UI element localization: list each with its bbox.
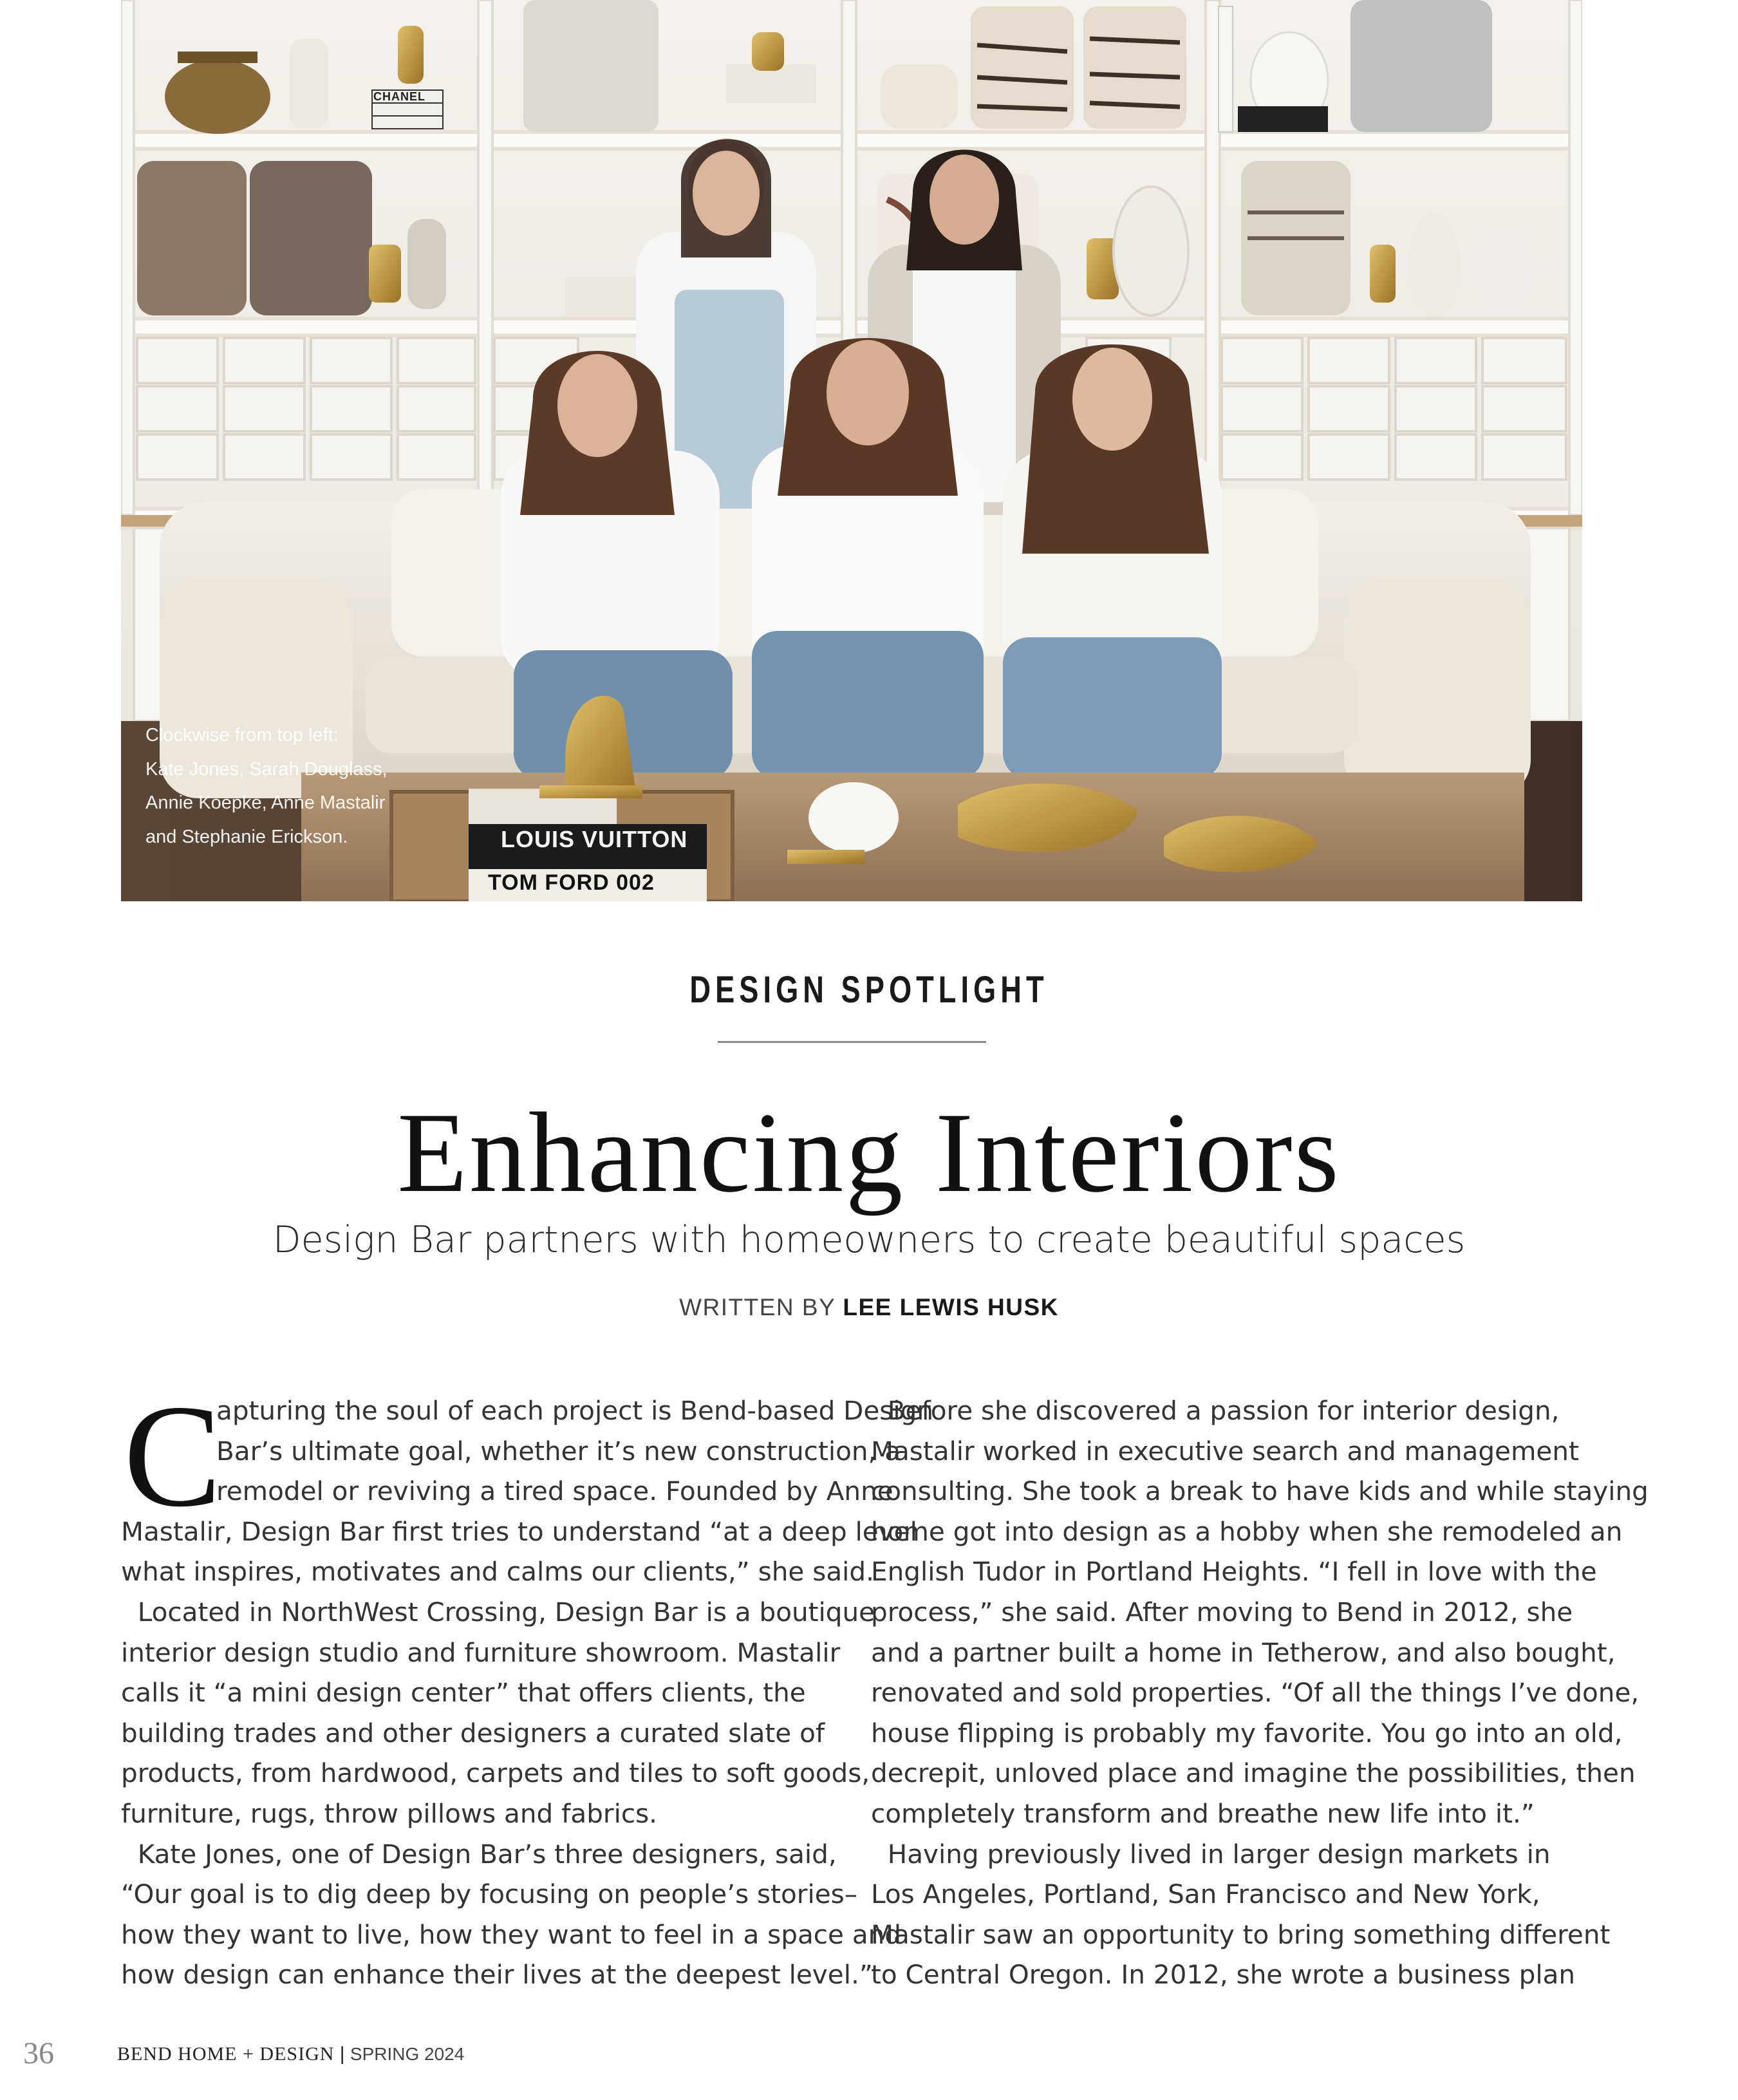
article-headline: Enhancing Interiors [397, 1089, 1341, 1216]
body-line: Located in NorthWest Crossing, Design Bar is a boutique [121, 1596, 875, 1627]
body-line: how design can enhance their lives at the deepest level.” [121, 1959, 873, 1991]
body-line: Mastalir saw an opportunity to bring something different [871, 1918, 1611, 1950]
body-line: Before she discovered a passion for interior design, [871, 1395, 1560, 1426]
byline-author: LEE LEWIS HUSK [843, 1294, 1059, 1320]
byline-prefix: WRITTEN BY [679, 1294, 836, 1320]
body-line: house flipping is probably my favorite. You go into an old, [871, 1717, 1623, 1748]
body-line: how they want to live, how they want to feel in a space and [121, 1918, 902, 1950]
body-line: consulting. She took a break to have kids and while staying [871, 1476, 1649, 1507]
body-line: English Tudor in Portland Heights. “I fell in love with the [871, 1556, 1597, 1588]
running-footer [117, 2043, 464, 2065]
body-line: remodel or reviving a tired space. Founded by Anne [216, 1476, 893, 1507]
body-line: “Our goal is to dig deep by focusing on people’s stories– [121, 1879, 857, 1910]
body-line: to Central Oregon. In 2012, she wrote a business plan [871, 1959, 1576, 1991]
body-line: Bar’s ultimate goal, whether it’s new construction, a [216, 1435, 901, 1467]
hero-photo [121, 0, 1582, 901]
body-line: Mastalir, Design Bar first tries to understand “at a deep level [121, 1515, 917, 1547]
drop-cap: C [124, 1375, 222, 1537]
article-subhead: Design Bar partners with homeowners to create beautiful spaces [272, 1219, 1466, 1261]
louis-vuitton-book-spine-label: LOUIS VUITTON [501, 826, 688, 852]
body-line: decrepit, unloved place and imagine the possibilities, then [871, 1758, 1636, 1789]
body-line: products, from hardwood, carpets and tiles to soft goods, [121, 1758, 870, 1789]
caption-line: Clockwise from top left: [145, 725, 339, 745]
person-seated-right [1003, 344, 1222, 779]
caption-line: and Stephanie Erickson. [145, 826, 348, 847]
photo-caption [145, 718, 442, 854]
article-column-left [121, 1375, 934, 1995]
body-line: home got into design as a hobby when she remodeled an [871, 1515, 1623, 1547]
body-line: apturing the soul of each project is Bend-based Design [216, 1395, 934, 1426]
byline [0, 1294, 1738, 1321]
caption-line: Kate Jones, Sarah Douglass, [145, 758, 388, 780]
body-line: interior design studio and furniture showroom. Mastalir [121, 1636, 841, 1668]
section-kicker: DESIGN SPOTLIGHT [689, 969, 1049, 1011]
body-line: what inspires, motivates and calms our clients,” she said. [121, 1556, 874, 1588]
body-line: furniture, rugs, throw pillows and fabrics. [121, 1797, 658, 1829]
tom-ford-book-spine-label: TOM FORD 002 [488, 870, 655, 895]
page-number: 36 [23, 2036, 54, 2070]
body-line: Los Angeles, Portland, San Francisco and New York, [871, 1879, 1540, 1910]
body-line: building trades and other designers a curated slate of [121, 1717, 825, 1748]
body-line: process,” she said. After moving to Bend in 2012, she [871, 1596, 1573, 1627]
chanel-book-spine-label: CHANEL [373, 90, 425, 103]
body-line: Having previously lived in larger design markets in [871, 1838, 1551, 1870]
body-line: and a partner built a home in Tetherow, and also bought, [871, 1636, 1616, 1668]
issue-label: SPRING 2024 [350, 2044, 465, 2064]
body-line: Mastalir worked in executive search and management [871, 1435, 1579, 1467]
caption-line: Annie Koepke, Anne Mastalir [145, 792, 386, 813]
body-line: completely transform and breathe new life into it.” [871, 1797, 1535, 1829]
body-line: Kate Jones, one of Design Bar’s three designers, said, [121, 1838, 837, 1870]
publication-name: BEND HOME + DESIGN [117, 2043, 335, 2065]
body-line: renovated and sold properties. “Of all the things I’ve done, [871, 1677, 1640, 1709]
footer-separator: | [339, 2043, 345, 2065]
article-column-right [871, 1391, 1649, 1995]
kicker-divider [718, 1041, 986, 1043]
body-line: calls it “a mini design center” that offers clients, the [121, 1677, 806, 1709]
